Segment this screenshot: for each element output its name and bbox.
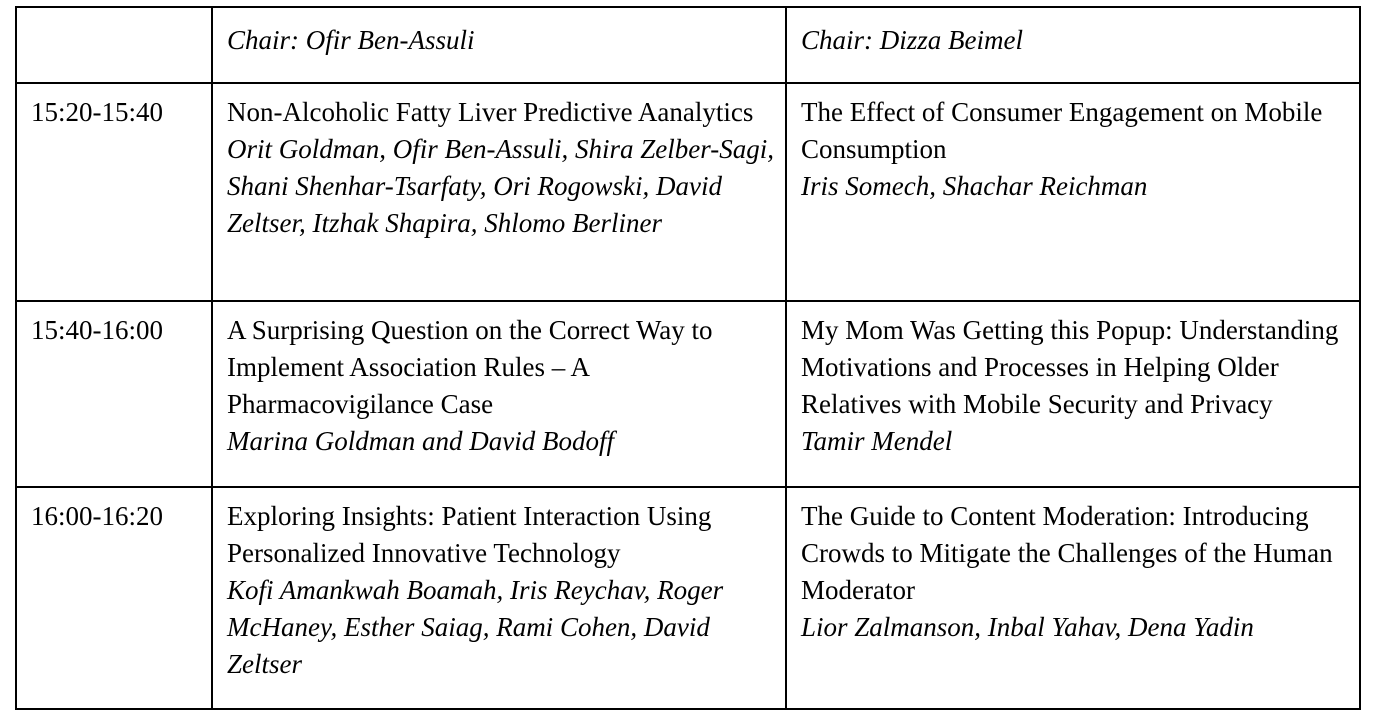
- talk-title: The Guide to Content Moderation: Introducing Crowds to Mitigate the Challenges of the Human Moderator: [801, 501, 1333, 605]
- track-b-talk: [786, 83, 1360, 301]
- talk-title: A Surprising Question on the Correct Way to Implement Association Rules – A Pharmacovigilance Case: [227, 315, 713, 419]
- chair-row: [16, 7, 1360, 83]
- session-row: [16, 301, 1360, 487]
- talk-title: The Effect of Consumer Engagement on Mobile Consumption: [801, 97, 1323, 164]
- track-a-chair: Chair: Ofir Ben-Assuli: [227, 25, 475, 55]
- talk-authors: Lior Zalmanson, Inbal Yahav, Dena Yadin: [801, 612, 1254, 642]
- track-a-talk: [212, 301, 786, 487]
- time-slot: 15:20-15:40: [16, 83, 212, 301]
- session-row: [16, 83, 1360, 301]
- talk-authors: Marina Goldman and David Bodoff: [227, 426, 614, 456]
- talk-authors: Tamir Mendel: [801, 426, 953, 456]
- talk-title: My Mom Was Getting this Popup: Understanding Motivations and Processes in Helping Older Relatives with Mobile Security and Privacy: [801, 315, 1339, 419]
- time-slot: 15:40-16:00: [16, 301, 212, 487]
- track-b-chair: Chair: Dizza Beimel: [801, 25, 1023, 55]
- time-header-cell: [16, 7, 212, 83]
- track-b-chair-cell: [786, 7, 1360, 83]
- talk-title: Exploring Insights: Patient Interaction Using Personalized Innovative Technology: [227, 501, 712, 568]
- talk-title: Non-Alcoholic Fatty Liver Predictive Aanalytics: [227, 97, 754, 127]
- session-schedule-table: [15, 6, 1361, 710]
- track-b-talk: [786, 487, 1360, 709]
- talk-authors: Orit Goldman, Ofir Ben-Assuli, Shira Zelber-Sagi, Shani Shenhar-Tsarfaty, Ori Rogowski, David Zeltser, Itzhak Shapira, Shlomo Berliner: [227, 134, 774, 238]
- time-slot: 16:00-16:20: [16, 487, 212, 709]
- track-a-talk: [212, 487, 786, 709]
- track-a-chair-cell: [212, 7, 786, 83]
- track-b-talk: [786, 301, 1360, 487]
- session-row: [16, 487, 1360, 709]
- talk-authors: Kofi Amankwah Boamah, Iris Reychav, Roger McHaney, Esther Saiag, Rami Cohen, David Zeltser: [227, 575, 724, 679]
- talk-authors: Iris Somech, Shachar Reichman: [801, 171, 1148, 201]
- track-a-talk: [212, 83, 786, 301]
